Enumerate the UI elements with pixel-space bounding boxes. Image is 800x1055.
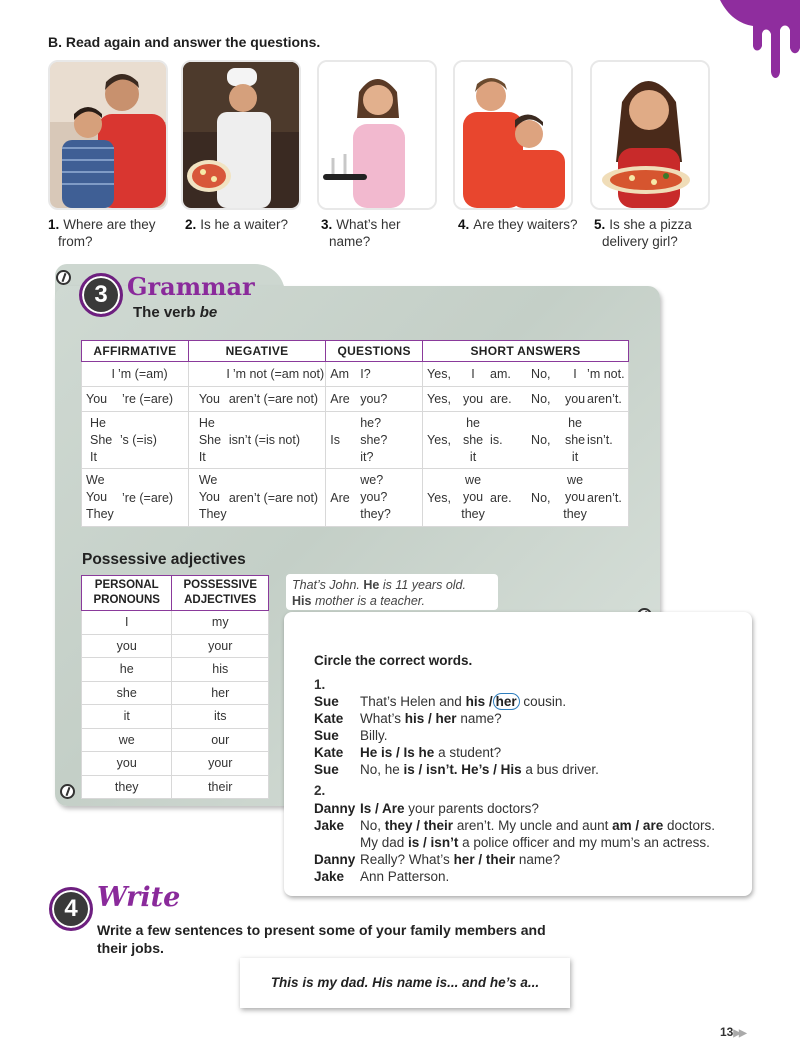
- dialogue-line: Kate What’s his / her name?: [314, 711, 502, 726]
- photo-waitress: [317, 60, 437, 210]
- table-cell: You aren’t (=are not): [188, 387, 325, 412]
- table-row: [82, 728, 269, 752]
- grammar-title: Grammar: [127, 272, 255, 301]
- table-cell: Yes, you are. No, you aren’t.: [423, 387, 629, 412]
- table-cell: we: [82, 728, 172, 752]
- write-title: Write: [97, 882, 181, 913]
- table-cell: it: [82, 705, 172, 729]
- table-cell: you: [82, 752, 172, 776]
- photo-chef-with-pizza: [181, 60, 301, 210]
- table-cell: its: [172, 705, 269, 729]
- write-instruction: Write a few sentences to present some of your family members and their jobs.: [97, 922, 546, 956]
- dialogue-line: Danny Really? What’s her / their name?: [314, 852, 561, 867]
- table-cell: He She It isn’t (=is not): [188, 412, 325, 469]
- section-number-badge: 4: [49, 887, 93, 931]
- dialogue-line: Sue No, he is / isn’t. He’s / His a bus driver.: [314, 762, 599, 777]
- photo-two-boys: [453, 60, 573, 210]
- table-cell: Are we? you? they?: [326, 469, 423, 527]
- pin-icon: [56, 270, 71, 285]
- header-questions: QUESTIONS: [326, 341, 423, 362]
- table-cell: Is he? she? it?: [326, 412, 423, 469]
- table-cell: I: [82, 611, 172, 635]
- exercise-part-1-label: 1.: [314, 677, 326, 692]
- table-cell: they: [82, 775, 172, 799]
- table-row: [82, 775, 269, 799]
- pin-icon: [60, 784, 75, 799]
- dialogue-line: Jake No, they / their aren’t. My uncle and aunt am / are doctors.: [314, 818, 716, 833]
- dialogue-line: Sue Billy.: [314, 728, 388, 743]
- header-personal-pronouns: PERSONAL PRONOUNS: [82, 576, 172, 611]
- answer-circle: her: [493, 693, 520, 710]
- table-cell: I ’m not (=am not): [188, 362, 325, 387]
- table-cell: Yes, he she it is. No, he she it isn’t.: [423, 412, 629, 469]
- table-cell: your: [172, 634, 269, 658]
- table-row: [82, 681, 269, 705]
- page-number: 13▶▶: [720, 1025, 745, 1039]
- header-negative: NEGATIVE: [188, 341, 325, 362]
- section-b-instruction: B. Read again and answer the questions.: [48, 34, 321, 50]
- table-row: [82, 362, 629, 387]
- table-cell: her: [172, 681, 269, 705]
- possessive-title: Possessive adjectives: [82, 551, 246, 568]
- table-cell: You ’re (=are): [82, 387, 189, 412]
- table-row: [82, 469, 629, 527]
- table-cell: he: [82, 658, 172, 682]
- table-cell: she: [82, 681, 172, 705]
- question-4: 4. Are they waiters?: [458, 217, 578, 232]
- dialogue-line: Sue That’s Helen and his / her cousin.: [314, 694, 567, 709]
- write-example-note: This is my dad. His name is... and he’s a...: [240, 958, 570, 1008]
- table-row: [82, 611, 269, 635]
- table-cell: his: [172, 658, 269, 682]
- table-cell: Yes, we you they are. No, we you they aren’t.: [423, 469, 629, 527]
- question-1: 1. Where are they from?: [48, 217, 156, 249]
- table-row: [82, 752, 269, 776]
- table-row: [82, 658, 269, 682]
- table-cell: He She It ’s (=is): [82, 412, 189, 469]
- table-row: [82, 634, 269, 658]
- section-number-badge: 3: [79, 273, 123, 317]
- table-cell: our: [172, 728, 269, 752]
- table-row: [82, 705, 269, 729]
- question-5: 5. Is she a pizza delivery girl?: [594, 217, 692, 249]
- possessive-table: [81, 575, 269, 799]
- photo-father-and-son: [48, 60, 168, 210]
- header-short-answers: SHORT ANSWERS: [423, 341, 629, 362]
- table-cell: We You They aren’t (=are not): [188, 469, 325, 527]
- verb-be-table: [81, 340, 629, 527]
- grammar-subtitle: The verb be: [133, 304, 218, 321]
- possessive-example: That’s John. He is 11 years old. His mother is a teacher.: [286, 574, 498, 610]
- table-cell: We You They ’re (=are): [82, 469, 189, 527]
- question-2: 2. Is he a waiter?: [185, 217, 289, 232]
- exercise-instruction: Circle the correct words.: [314, 653, 473, 668]
- next-arrow-icon: ▶▶: [733, 1028, 745, 1039]
- header-affirmative: AFFIRMATIVE: [82, 341, 189, 362]
- question-3: 3. What’s her name?: [321, 217, 401, 249]
- dialogue-line: My dad is / isn’t a police officer and my mum’s an actress.: [360, 835, 710, 850]
- dialogue-line: Kate He is / Is he a student?: [314, 745, 502, 760]
- table-cell: Am I?: [326, 362, 423, 387]
- table-cell: I ’m (=am): [82, 362, 189, 387]
- header-possessive-adjectives: POSSESSIVE ADJECTIVES: [172, 576, 269, 611]
- table-cell: your: [172, 752, 269, 776]
- table-cell: Are you?: [326, 387, 423, 412]
- dialogue-line: Danny Is / Are your parents doctors?: [314, 801, 539, 816]
- table-cell: Yes, I am. No, I ’m not.: [423, 362, 629, 387]
- dialogue-line: Jake Ann Patterson.: [314, 869, 450, 884]
- exercise-part-2-label: 2.: [314, 783, 326, 798]
- photo-pizza-girl: [590, 60, 710, 210]
- table-row: [82, 412, 629, 469]
- table-cell: my: [172, 611, 269, 635]
- table-cell: their: [172, 775, 269, 799]
- table-cell: you: [82, 634, 172, 658]
- table-row: [82, 387, 629, 412]
